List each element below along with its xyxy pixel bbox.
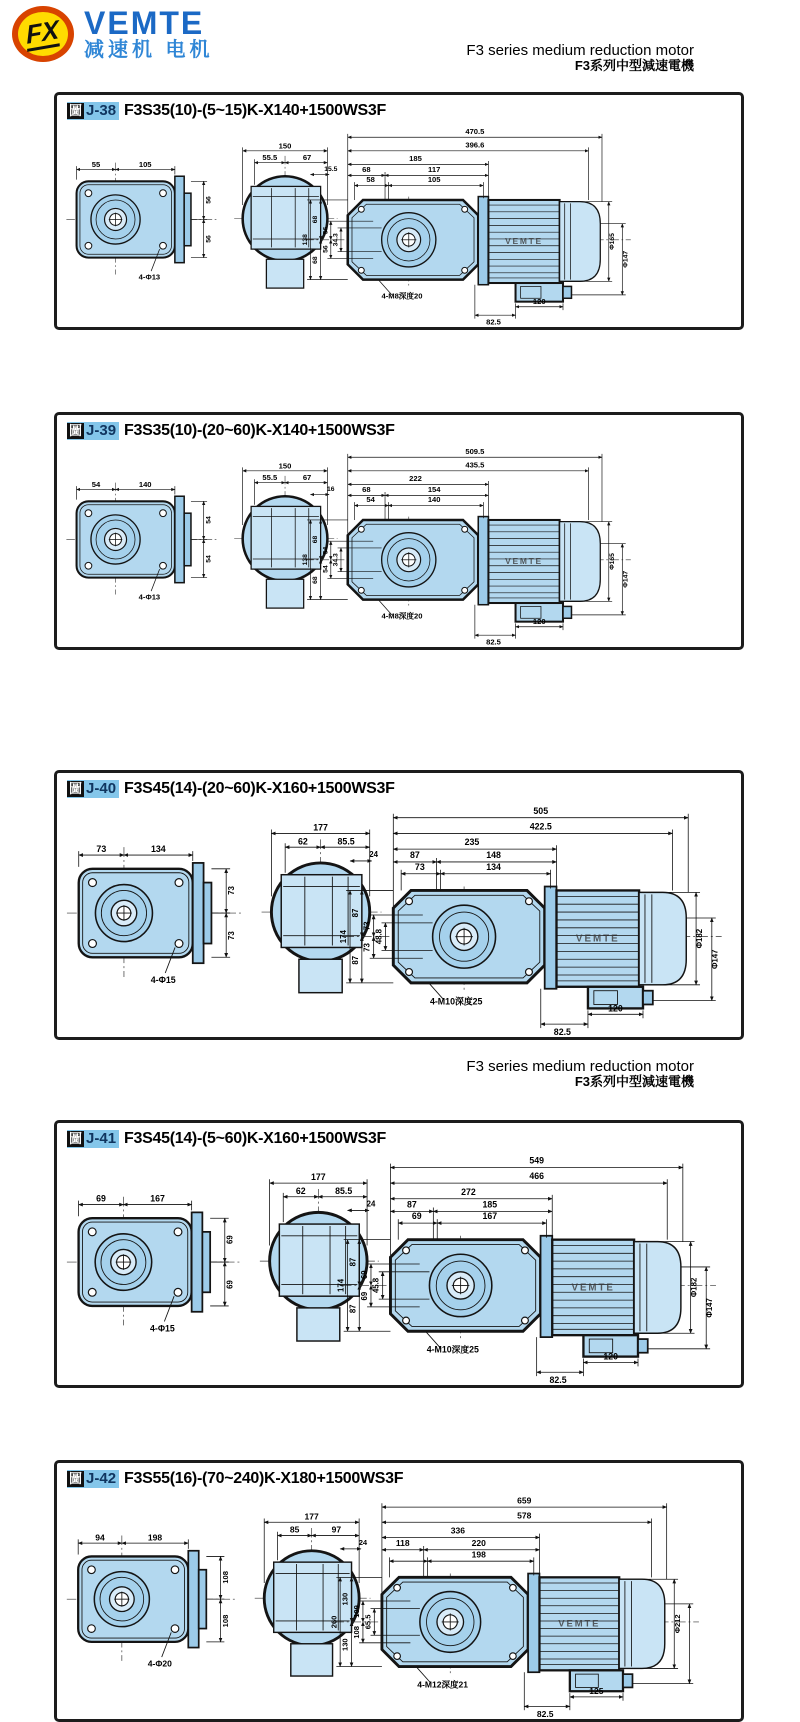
dim-label: 16	[327, 486, 335, 494]
side-view	[234, 141, 337, 288]
dim-label: 85	[289, 1524, 300, 1535]
dim-label: 85.5	[337, 836, 355, 847]
side-view	[262, 822, 382, 992]
motor-brand-label: VEMTE	[558, 1618, 601, 1630]
dim-label: 466	[529, 1171, 544, 1182]
dim-label: 578	[517, 1510, 532, 1521]
dim-label: 120	[603, 1351, 619, 1362]
figure-tag: 圖	[69, 1471, 83, 1487]
dim-label: 118	[395, 1538, 410, 1548]
dim-label: 68	[362, 165, 371, 174]
dim-label: 67	[302, 473, 312, 483]
technical-drawing	[63, 800, 739, 1037]
dim-label: 55	[91, 159, 101, 169]
section-title-en: F3 series medium reduction motor	[466, 42, 694, 59]
dim-label: 68	[312, 535, 320, 544]
figure-panel	[54, 770, 744, 1040]
dim-label: 105	[427, 175, 441, 185]
technical-drawing	[63, 1490, 739, 1719]
dim-label: Φ182	[689, 1277, 699, 1298]
dim-label: 134	[486, 861, 501, 872]
dim-label: 73	[362, 921, 372, 931]
dim-label: 24	[366, 1199, 376, 1209]
dim-label: 82.5	[549, 1374, 567, 1385]
dim-label: 87	[350, 908, 360, 918]
panel-header	[57, 1123, 741, 1148]
figure-badge	[67, 422, 119, 440]
dim-label: 108	[221, 1614, 231, 1628]
dim-label: Φ147	[705, 1298, 715, 1318]
side-view	[260, 1172, 379, 1341]
dim-label: 198	[471, 1549, 486, 1560]
dim-label: 154	[427, 485, 441, 494]
brand-area	[12, 6, 214, 62]
dim-label: 68	[312, 256, 320, 264]
technical-drawing	[63, 442, 739, 647]
dim-label: 97	[331, 1524, 342, 1535]
dim-label: 69	[96, 1193, 106, 1204]
figure-tag: 圖	[69, 423, 83, 439]
dim-label: 82.5	[553, 1026, 571, 1037]
front-view	[67, 1194, 242, 1334]
dim-label: 470.5	[465, 126, 485, 136]
company-logo-icon	[12, 6, 74, 62]
figure-panel	[54, 1120, 744, 1388]
bolt-hole-label: 4-Φ15	[150, 974, 176, 985]
dim-label: 68	[312, 215, 320, 224]
section-title-en: F3 series medium reduction motor	[466, 1058, 694, 1075]
motor-brand-label: VEMTE	[571, 1282, 615, 1294]
dim-label: 62	[297, 836, 308, 847]
dim-label: 55.5	[262, 153, 278, 163]
dim-label: 24	[358, 1538, 368, 1548]
dim-label: Φ147	[622, 570, 630, 588]
dim-label: 422.5	[529, 821, 552, 832]
dim-label: 87	[348, 1257, 358, 1267]
brand-name: VEMTE	[84, 4, 205, 41]
tap-hole-label: 4-M8深度20	[381, 611, 423, 621]
dim-label: 56	[205, 235, 213, 243]
dim-label: 69	[225, 1235, 235, 1244]
dim-label: 15.5	[324, 166, 338, 174]
tap-hole-label: 4-M12深度21	[417, 1679, 469, 1690]
dim-label: 68	[312, 576, 320, 584]
dim-label: 34.3	[332, 233, 340, 247]
dim-label: 174	[336, 1278, 346, 1292]
tap-hole-label: 4-M10深度25	[426, 1344, 479, 1355]
figure-code: J-42	[86, 1470, 117, 1487]
dim-label: 68	[362, 485, 371, 494]
dim-label: 69	[225, 1280, 235, 1289]
figure-badge	[67, 1470, 119, 1488]
side-view	[255, 1511, 371, 1676]
brand-subtitle: 减速机 电机	[84, 39, 214, 62]
front-view	[67, 844, 244, 985]
front-view	[66, 160, 219, 282]
dim-label: 85.5	[335, 1185, 353, 1196]
dim-label: 549	[529, 1155, 544, 1166]
dim-label: 54	[205, 555, 213, 563]
dim-label: 140	[138, 479, 152, 489]
dim-label: 150	[278, 141, 292, 151]
dim-label: 48.8	[374, 928, 384, 945]
section-header	[466, 1058, 694, 1090]
dim-label: 82.5	[536, 1708, 554, 1719]
dim-label: 138	[302, 234, 310, 246]
dim-label: 54	[91, 479, 101, 489]
dim-label: 120	[532, 617, 546, 627]
motor-flange	[545, 887, 557, 989]
dim-label: 67	[302, 153, 312, 163]
assembly-view	[329, 1495, 699, 1719]
figure-tag: 圖	[69, 103, 83, 119]
dim-label: 82.5	[486, 317, 501, 327]
dim-label: 69	[360, 1291, 370, 1301]
motor-brand-label: VEMTE	[575, 933, 620, 945]
dim-label: 108	[221, 1570, 231, 1584]
dim-label: 222	[409, 473, 422, 483]
section-title-zh: F3系列中型減速電機	[574, 1074, 694, 1090]
dim-label: 73	[414, 861, 425, 872]
bolt-hole-label: 4-Φ20	[147, 1658, 172, 1669]
dim-label: 62	[295, 1185, 306, 1196]
dim-label: 56	[322, 226, 330, 235]
figure-tag: 圖	[69, 781, 83, 797]
dim-label: 69	[360, 1270, 370, 1280]
dim-label: 73	[227, 931, 237, 941]
motor-flange	[478, 517, 488, 605]
dim-label: 138	[302, 554, 310, 566]
figure-code: J-38	[86, 102, 117, 119]
dim-label: 125	[589, 1686, 604, 1697]
dim-label: 185	[482, 1199, 498, 1210]
dim-label: 177	[304, 1511, 319, 1522]
section-title-zh: F3系列中型減速電機	[574, 58, 694, 74]
dim-label: 54	[322, 546, 330, 555]
dim-label: 130	[340, 1592, 350, 1606]
dim-label: Φ212	[672, 1614, 682, 1634]
dim-label: 56	[322, 245, 330, 253]
motor-brand-label: VEMTE	[505, 556, 543, 567]
dim-label: 220	[471, 1538, 486, 1548]
dim-label: 272	[461, 1186, 476, 1197]
figure-panel	[54, 412, 744, 650]
dim-label: Φ165	[608, 233, 616, 250]
figure-panel	[54, 1460, 744, 1722]
motor-endcap	[639, 892, 686, 984]
section-header	[466, 42, 694, 74]
dim-label: 58	[366, 175, 375, 185]
logo-monogram: FX	[26, 16, 61, 52]
dim-label: 65.5	[363, 1614, 373, 1630]
dim-label: 150	[278, 461, 292, 471]
model-title: F3S45(14)-(20~60)K-X160+1500WS3F	[124, 780, 395, 797]
figure-panel	[54, 92, 744, 330]
dim-label: 54	[205, 516, 213, 524]
motor-flange	[478, 197, 488, 285]
figure-code: J-41	[86, 1130, 117, 1147]
dim-label: Φ182	[694, 928, 704, 949]
dim-label: 73	[227, 886, 237, 895]
brand-text	[84, 4, 214, 62]
bolt-hole-label: 4-Φ13	[138, 592, 161, 602]
motor-endcap	[560, 202, 601, 282]
dim-label: 120	[608, 1003, 623, 1014]
dim-label: 659	[517, 1495, 532, 1506]
dim-label: 73	[96, 844, 107, 855]
figure-code: J-40	[86, 780, 117, 797]
dim-label: 87	[350, 955, 360, 965]
front-view	[67, 1532, 238, 1668]
motor-endcap	[619, 1579, 665, 1668]
dim-label: 117	[428, 165, 441, 174]
dim-label: 134	[150, 844, 166, 855]
dim-label: Φ147	[622, 250, 630, 268]
tap-hole-label: 4-M8深度20	[381, 291, 423, 301]
panel-header	[57, 95, 741, 120]
dim-label: 56	[205, 196, 213, 204]
dim-label: 177	[313, 822, 328, 833]
dim-label: 505	[533, 805, 549, 816]
dim-label: 235	[464, 837, 480, 848]
assembly-view	[302, 447, 631, 647]
dim-label: 130	[340, 1638, 350, 1652]
panel-header	[57, 1463, 741, 1488]
assembly-view	[302, 127, 631, 327]
dim-label: 54	[366, 495, 375, 505]
figure-code: J-39	[86, 422, 117, 439]
side-view	[234, 461, 337, 608]
dim-label: 82.5	[486, 637, 501, 647]
assembly-view	[339, 806, 722, 1037]
model-title: F3S35(10)-(20~60)K-X140+1500WS3F	[124, 422, 395, 439]
panel-header	[57, 415, 741, 440]
dim-label: 94	[95, 1532, 105, 1543]
dim-label: 174	[339, 930, 349, 944]
dim-label: 105	[138, 159, 152, 169]
dim-label: 109	[352, 1605, 362, 1618]
motor-brand-label: VEMTE	[505, 236, 543, 247]
dim-label: 185	[409, 153, 422, 163]
dim-label: 260	[329, 1615, 339, 1629]
dim-label: 24	[369, 850, 379, 860]
dim-label: 69	[411, 1211, 422, 1222]
dim-label: 45.8	[371, 1277, 381, 1294]
dim-label: 54	[322, 565, 330, 573]
tap-hole-label: 4-M10深度25	[429, 996, 483, 1007]
dim-label: Φ165	[608, 553, 616, 570]
bolt-hole-label: 4-Φ13	[138, 272, 161, 282]
dim-label: 140	[427, 495, 441, 505]
motor-flange	[528, 1574, 539, 1673]
dim-label: Φ147	[710, 949, 720, 970]
dim-label: 87	[410, 850, 420, 860]
dim-label: 34.3	[332, 553, 340, 567]
dim-label: 509.5	[465, 446, 485, 456]
figure-badge	[67, 780, 119, 798]
technical-drawing	[63, 122, 739, 327]
model-title: F3S45(14)-(5~60)K-X160+1500WS3F	[124, 1130, 386, 1147]
bolt-hole-label: 4-Φ15	[150, 1323, 175, 1334]
dim-label: 167	[150, 1193, 165, 1204]
dim-label: 108	[352, 1626, 362, 1639]
front-view	[66, 480, 219, 602]
technical-drawing	[63, 1150, 739, 1385]
figure-tag: 圖	[69, 1131, 83, 1147]
dim-label: 177	[311, 1172, 326, 1183]
dim-label: 167	[482, 1211, 498, 1222]
motor-endcap	[560, 522, 601, 602]
motor-flange	[541, 1236, 553, 1337]
dim-label: 148	[486, 850, 501, 860]
assembly-view	[337, 1156, 716, 1385]
dim-label: 87	[348, 1304, 358, 1314]
motor-endcap	[634, 1242, 681, 1334]
dim-label: 73	[362, 943, 372, 952]
panel-header	[57, 773, 741, 798]
model-title: F3S55(16)-(70~240)K-X180+1500WS3F	[124, 1470, 404, 1487]
dim-label: 336	[450, 1525, 465, 1536]
dim-label: 396.6	[465, 140, 485, 150]
model-title: F3S35(10)-(5~15)K-X140+1500WS3F	[124, 102, 386, 119]
dim-label: 198	[147, 1532, 163, 1543]
dim-label: 87	[407, 1199, 417, 1210]
figure-badge	[67, 1130, 119, 1148]
figure-badge	[67, 102, 119, 120]
dim-label: 435.5	[465, 460, 485, 470]
dim-label: 55.5	[262, 473, 278, 483]
dim-label: 120	[532, 297, 546, 307]
